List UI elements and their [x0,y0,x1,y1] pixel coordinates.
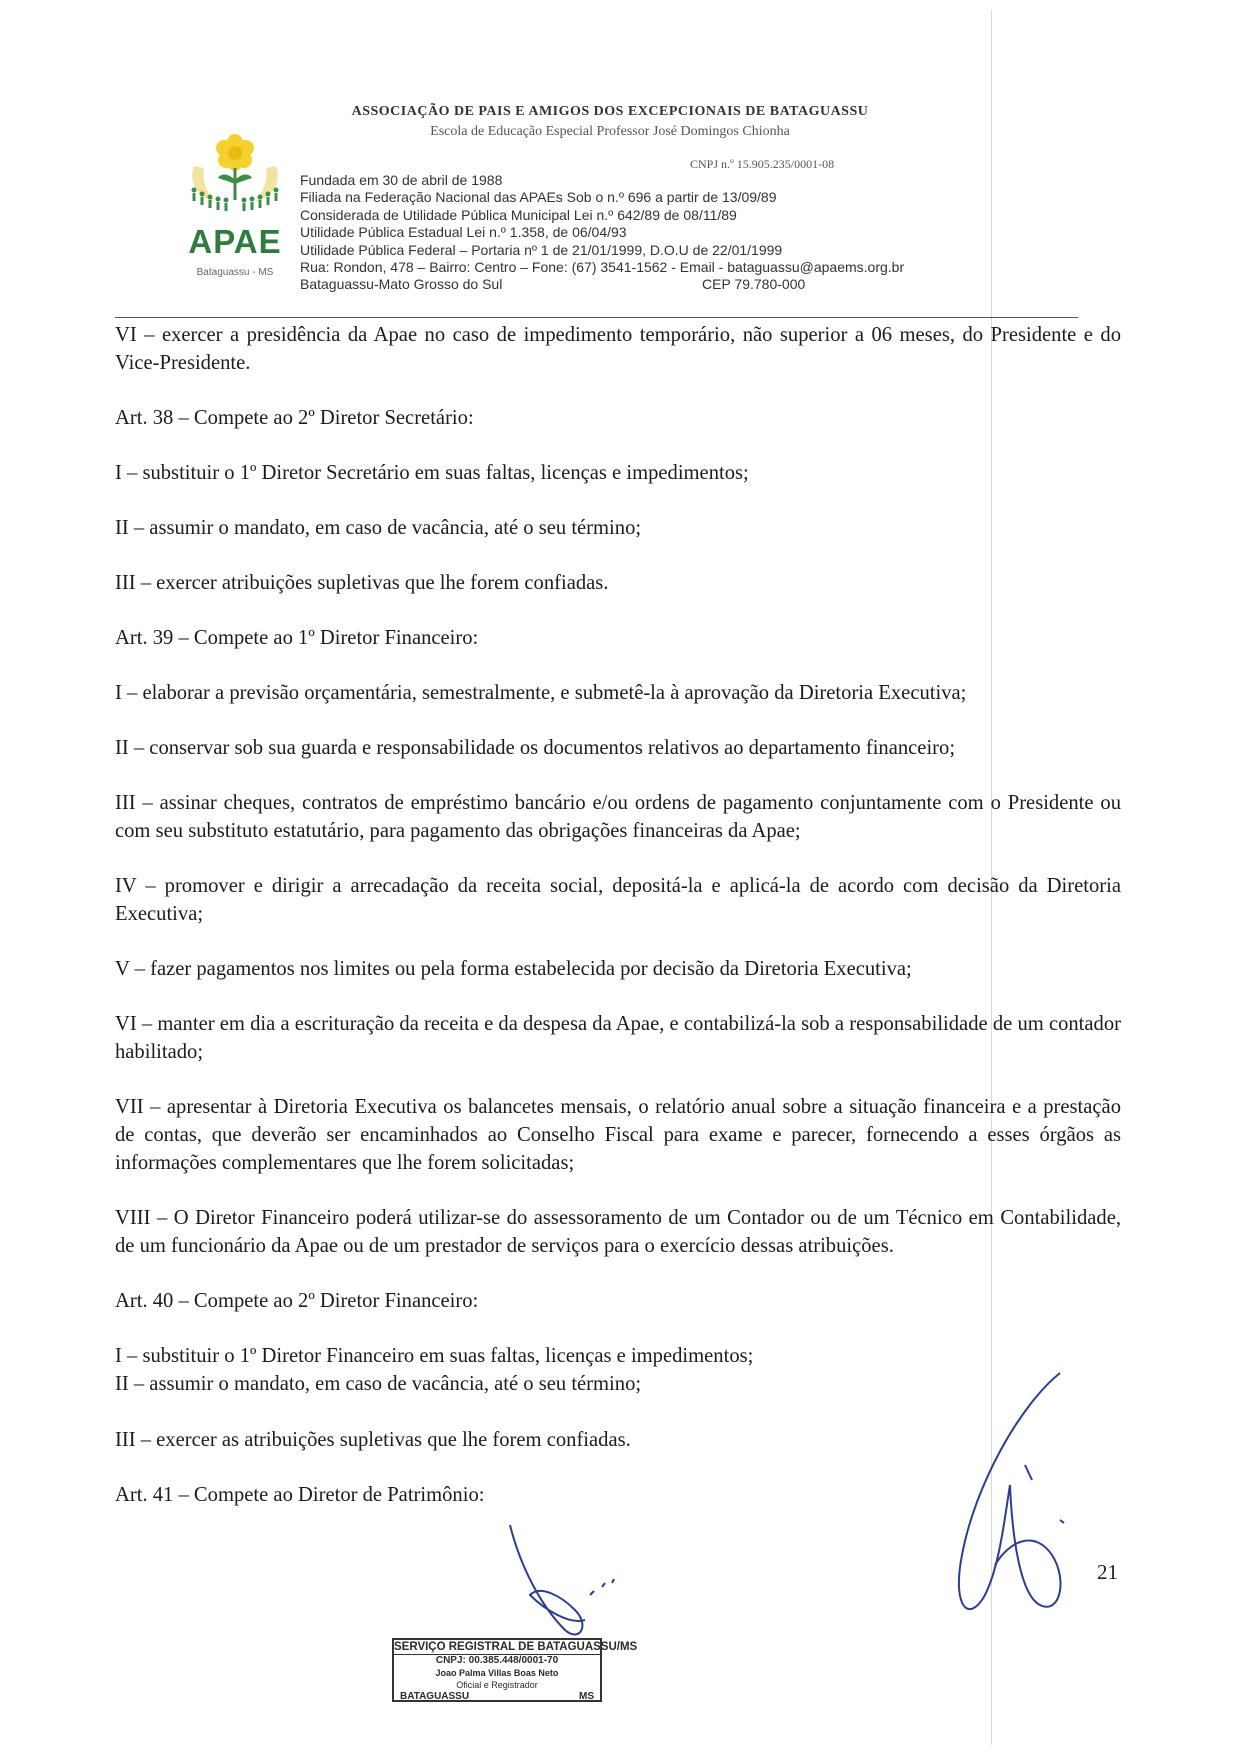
apae-logo [180,128,290,290]
article-heading: Art. 39 – Compete ao 1º Diretor Financeiro: [115,627,479,649]
article-heading: Art. 41 – Compete ao Diretor de Patrimônio: [115,1484,485,1506]
school-name: Escola de Educação Especial Professor José Domingos Chionha [430,124,790,139]
stamp-registrar-name: Joao Palma Villas Boas Neto [435,1668,559,1678]
stamp-office: SERVIÇO REGISTRAL DE BATAGUASSU/MS [394,1641,638,1653]
paragraph: VII – apresentar à Diretoria Executiva os balancetes mensais, o relatório anual sobre a situação financeira e a prestação de contas, que deverão ser encaminhados ao Conselho Fiscal para exame e parecer, fornecendo a esses órgãos as informações complementares que lhe forem solicitadas; [115,1096,1121,1174]
paragraph: I – substituir o 1º Diretor Financeiro em suas faltas, licenças e impedimentos; [115,1345,754,1367]
logo-text: APAE [188,223,282,260]
info-city: Bataguassu-Mato Grosso do Sul [300,276,503,293]
info-line: Utilidade Pública Federal – Portaria nº 1 de 21/01/1999, D.O.U de 22/01/1999 [300,241,783,258]
logo-subtext: Bataguassu - MS [196,267,274,278]
paragraph: II – assumir o mandato, em caso de vacância, até o seu término; [115,1373,642,1395]
paragraph: III – exercer as atribuições supletivas que lhe forem confiadas. [115,1429,631,1451]
stamp-location [394,1691,600,1703]
stamp-state: MS [579,1691,594,1702]
paragraph: I – substituir o 1º Diretor Secretário em suas faltas, licenças e impedimentos; [115,462,749,484]
paragraph: III – assinar cheques, contratos de empréstimo bancário e/ou ordens de pagamento conjuntamente com o Presidente ou com seu substituto estatutário, para pagamento das obrigações financeiras da Apae; [115,792,1121,842]
info-cep: CEP 79.780-000 [702,276,806,293]
registry-stamp [392,1638,638,1702]
signature-center [490,1525,650,1655]
article-heading: Art. 38 – Compete ao 2º Diretor Secretário: [115,407,474,429]
paragraph: II – conservar sob sua guarda e responsabilidade os documentos relativos ao departamento financeiro; [115,737,956,759]
apae-flower-icon [180,128,290,224]
info-line: Rua: Rondon, 478 – Bairro: Centro – Fone: (67) 3541-1562 - Email - bataguassu@apaems.org.br [300,259,905,276]
info-line: Filiada na Federação Nacional das APAEs Sob o n.º 696 a partir de 13/09/89 [300,189,777,206]
info-line-address [300,276,1000,293]
page-number: 21 [1097,1560,1118,1584]
stamp-registrar-title: Oficial e Registrador [456,1680,538,1690]
paragraph: V – fazer pagamentos nos limites ou pela forma estabelecida por decisão da Diretoria Executiva; [115,958,912,980]
paragraph: VI – manter em dia a escrituração da receita e da despesa da Apae, e contabilizá-la sob a responsabilidade de um contador habilitado; [115,1013,1121,1063]
header-divider [115,317,1078,318]
organization-info [300,172,1000,294]
paragraph: VI – exercer a presidência da Apae no caso de impedimento temporário, não superior a 06 meses, do Presidente e do Vice-Presidente. [115,324,1121,374]
article-heading: Art. 40 – Compete ao 2º Diretor Financeiro: [115,1290,479,1312]
organization-name: ASSOCIAÇÃO DE PAIS E AMIGOS DOS EXCEPCIONAIS DE BATAGUASSU [351,104,869,119]
stamp-cnpj: CNPJ: 00.385.448/0001-70 [435,1655,559,1666]
paragraph: VIII – O Diretor Financeiro poderá utilizar-se do assessoramento de um Contador ou de um Técnico em Contabilidade, de um funcionário da Apae ou de um prestador de serviços para o exercício dessas atribuições. [115,1207,1121,1257]
stamp-city: BATAGUASSU [400,1691,470,1702]
signature-right [940,1365,1080,1655]
info-line: Considerada de Utilidade Pública Municipal Lei n.º 642/89 de 08/11/89 [300,206,737,223]
paragraph: IV – promover e dirigir a arrecadação da receita social, depositá-la e aplicá-la de acordo com decisão da Diretoria Executiva; [115,875,1121,925]
paragraph: I – elaborar a previsão orçamentária, semestralmente, e submetê-la à aprovação da Diretoria Executiva; [115,682,967,704]
organization-cnpj: CNPJ n.º 15.905.235/0001-08 [690,157,835,171]
document-body [115,321,1121,1509]
info-line: Utilidade Pública Estadual Lei n.º 1.358, de 06/04/93 [300,224,627,241]
paragraph: III – exercer atribuições supletivas que lhe forem confiadas. [115,572,609,594]
info-line: Fundada em 30 de abril de 1988 [300,172,503,188]
paragraph: II – assumir o mandato, em caso de vacância, até o seu término; [115,517,642,539]
